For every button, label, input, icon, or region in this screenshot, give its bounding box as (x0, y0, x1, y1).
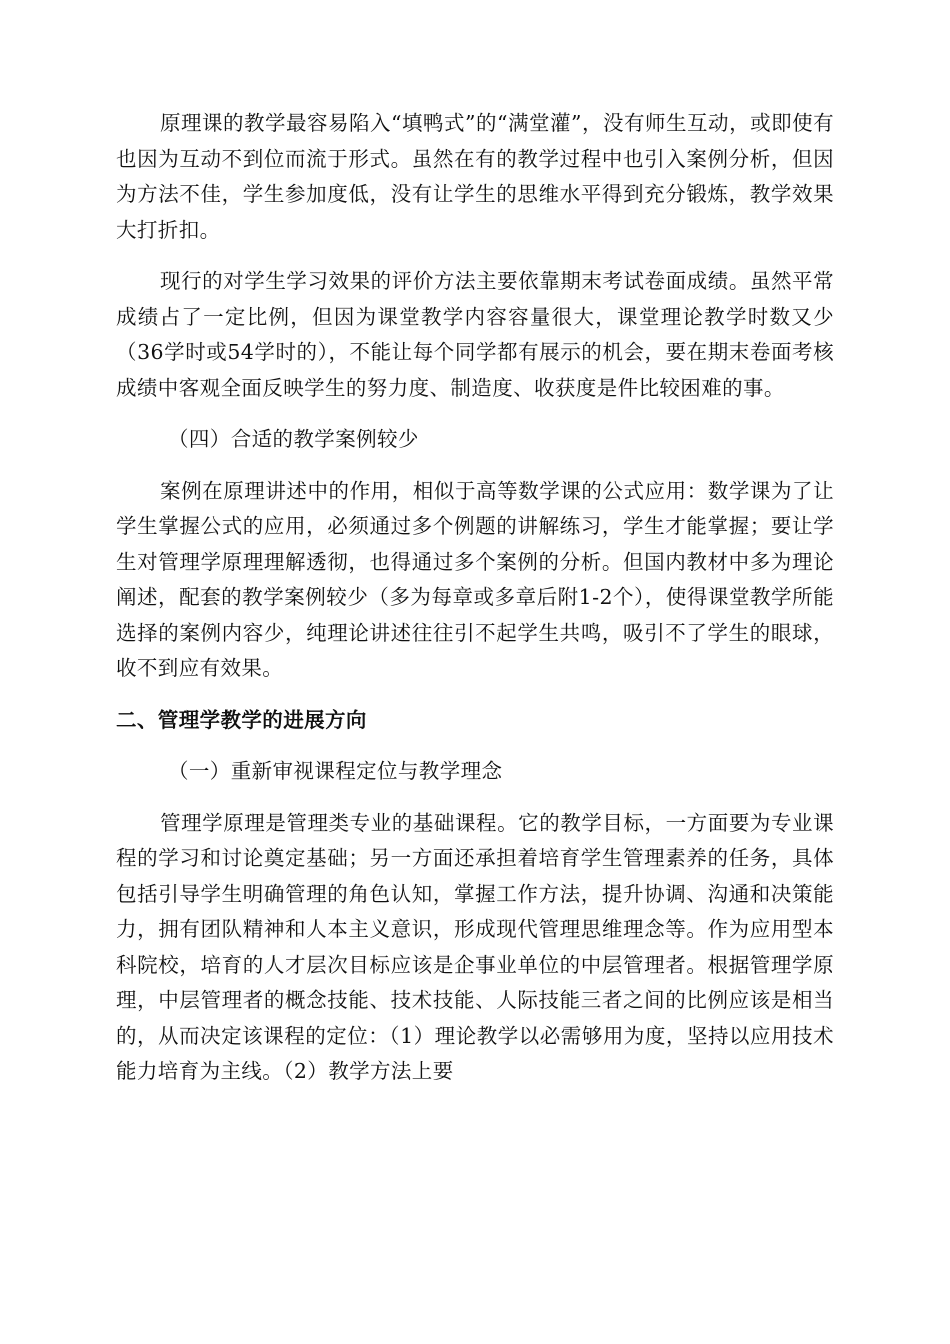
sub-heading-teaching-cases: （四）合适的教学案例较少 (168, 427, 419, 451)
section-heading-development-direction: 二、管理学教学的进展方向 (116, 707, 367, 732)
paragraph-course-goals: 管理学原理是管理类专业的基础课程。它的教学目标，一方面要为专业课程的学习和讨论奠定基础；另一方面还承担着培育学生管理素养的任务，具体包括引导学生明确管理的角色认知，掌握工作方法，提升协调、沟通和决策能力，拥有团队精神和人本主义意识，形成现代管理思维理念等。作为应用型本科院校，培育的人才层次目标应该是企事业单位的中层管理者。根据管理学原理，中层管理者的概念技能、技术技能、人际技能三者之间的比例应该是相当的，从而决定该课程的定位：（1）理论教学以必需够用为度，坚持以应用技术能力培育为主线。（2）教学方法上要 (116, 810, 834, 1083)
document-page (116, 106, 834, 1106)
paragraph-evaluation-method: 现行的对学生学习效果的评价方法主要依靠期末考试卷面成绩。虽然平常成绩占了一定比例，但因为课堂教学内容容量很大，课堂理论教学时数又少（36学时或54学时的），不能让每个同学都有展示的机会，要在期末卷面考核成绩中客观全面反映学生的努力度、制造度、收获度是件比较困难的事。 (116, 269, 834, 400)
paragraph-case-role: 案例在原理讲述中的作用，相似于高等数学课的公式应用：数学课为了让学生掌握公式的应用，必须通过多个例题的讲解练习，学生才能掌握；要让学生对管理学原理理解透彻，也得通过多个案例的分析。但国内教材中多为理论阐述，配套的教学案例较少（多为每章或多章后附1-2个），使得课堂教学所能选择的案例内容少，纯理论讲述往往引不起学生共鸣，吸引不了学生的眼球，收不到应有效果。 (116, 478, 834, 680)
paragraph-teaching-method: 原理课的教学最容易陷入“填鸭式”的“满堂灌”，没有师生互动，或即使有也因为互动不到位而流于形式。虽然在有的教学过程中也引入案例分析，但因为方法不佳，学生参加度低，没有让学生的思维水平得到充分锻炼，教学效果大打折扣。 (116, 111, 834, 242)
sub-heading-course-positioning: （一）重新审视课程定位与教学理念 (168, 759, 503, 783)
